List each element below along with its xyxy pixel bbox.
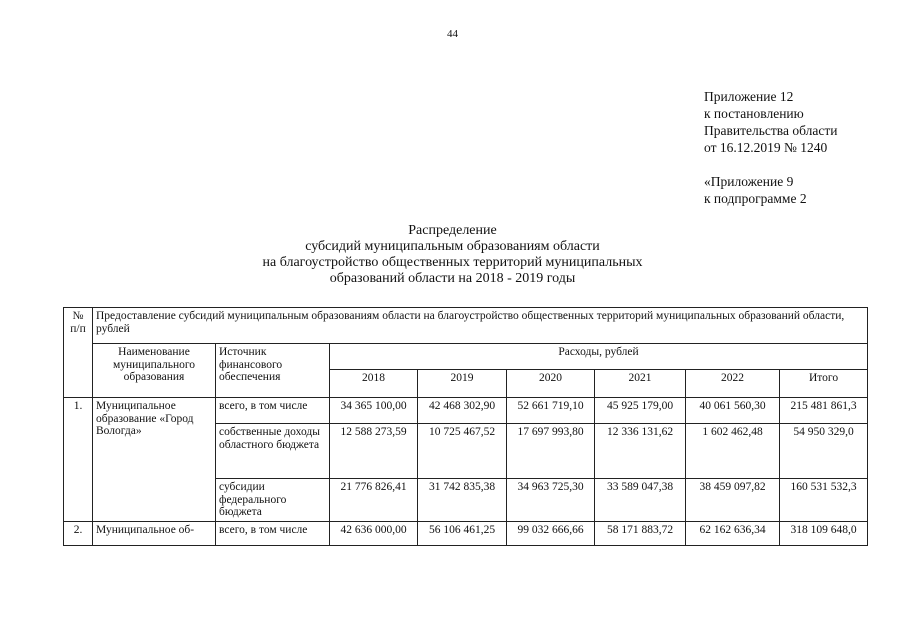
value-cell: 21 776 826,41 bbox=[330, 479, 418, 522]
subsidy-table bbox=[63, 307, 868, 546]
page-number: 44 bbox=[447, 28, 458, 40]
value-cell: 318 109 648,0 bbox=[780, 521, 868, 545]
value-cell: 34 963 725,30 bbox=[507, 479, 595, 522]
header-year: 2018 bbox=[330, 370, 418, 398]
value-cell: 12 336 131,62 bbox=[595, 424, 686, 479]
value-cell: 42 636 000,00 bbox=[330, 521, 418, 545]
value-cell: 40 061 560,30 bbox=[686, 398, 780, 424]
header-expenses: Расходы, рублей bbox=[330, 344, 868, 370]
value-cell: 54 950 329,0 bbox=[780, 424, 868, 479]
row-no: 1. bbox=[64, 398, 93, 522]
header-no: № п/п bbox=[64, 308, 93, 398]
row-name: Муниципальное об- bbox=[93, 521, 216, 545]
value-cell: 215 481 861,3 bbox=[780, 398, 868, 424]
value-cell: 31 742 835,38 bbox=[418, 479, 507, 522]
row-name: Муниципальное образование «Город Вологда» bbox=[93, 398, 216, 522]
value-cell: 10 725 467,52 bbox=[418, 424, 507, 479]
header-source: Источник финансового обеспечения bbox=[216, 344, 330, 398]
value-cell: 12 588 273,59 bbox=[330, 424, 418, 479]
value-cell: 62 162 636,34 bbox=[686, 521, 780, 545]
value-cell: 52 661 719,10 bbox=[507, 398, 595, 424]
row-source: всего, в том числе bbox=[216, 521, 330, 545]
title-line: на благоустройство общественных территорий муниципальных bbox=[262, 255, 643, 270]
appendix-block bbox=[704, 88, 837, 207]
row-source: всего, в том числе bbox=[216, 398, 330, 424]
row-source: собственные доходы областного бюджета bbox=[216, 424, 330, 479]
appendix-line: к постановлению bbox=[704, 106, 804, 121]
value-cell: 56 106 461,25 bbox=[418, 521, 507, 545]
value-cell: 17 697 993,80 bbox=[507, 424, 595, 479]
title-line: субсидий муниципальным образованиям области bbox=[305, 239, 600, 254]
header-span-title: Предоставление субсидий муниципальным образованиям области на благоустройство общественных территорий муниципальных образований области, рублей bbox=[93, 308, 868, 344]
value-cell: 58 171 883,72 bbox=[595, 521, 686, 545]
table-row bbox=[64, 398, 868, 424]
header-total: Итого bbox=[780, 370, 868, 398]
value-cell: 1 602 462,48 bbox=[686, 424, 780, 479]
value-cell: 160 531 532,3 bbox=[780, 479, 868, 522]
appendix-line: Приложение 12 bbox=[704, 89, 794, 104]
title-line: Распределение bbox=[408, 223, 497, 238]
appendix-line: к подпрограмме 2 bbox=[704, 191, 807, 206]
header-year: 2021 bbox=[595, 370, 686, 398]
header-name: Наименование муниципального образования bbox=[93, 344, 216, 398]
value-cell: 45 925 179,00 bbox=[595, 398, 686, 424]
row-source: субсидии федерального бюджета bbox=[216, 479, 330, 522]
header-year: 2020 bbox=[507, 370, 595, 398]
value-cell: 34 365 100,00 bbox=[330, 398, 418, 424]
appendix-line: «Приложение 9 bbox=[704, 174, 794, 189]
document-title bbox=[0, 223, 905, 287]
appendix-line: Правительства области bbox=[704, 123, 838, 138]
value-cell: 99 032 666,66 bbox=[507, 521, 595, 545]
title-line: образований области на 2018 - 2019 годы bbox=[329, 271, 576, 286]
value-cell: 42 468 302,90 bbox=[418, 398, 507, 424]
value-cell: 38 459 097,82 bbox=[686, 479, 780, 522]
header-year: 2022 bbox=[686, 370, 780, 398]
value-cell: 33 589 047,38 bbox=[595, 479, 686, 522]
header-year: 2019 bbox=[418, 370, 507, 398]
row-no: 2. bbox=[64, 521, 93, 545]
table-row bbox=[64, 521, 868, 545]
appendix-line: от 16.12.2019 № 1240 bbox=[704, 140, 828, 155]
